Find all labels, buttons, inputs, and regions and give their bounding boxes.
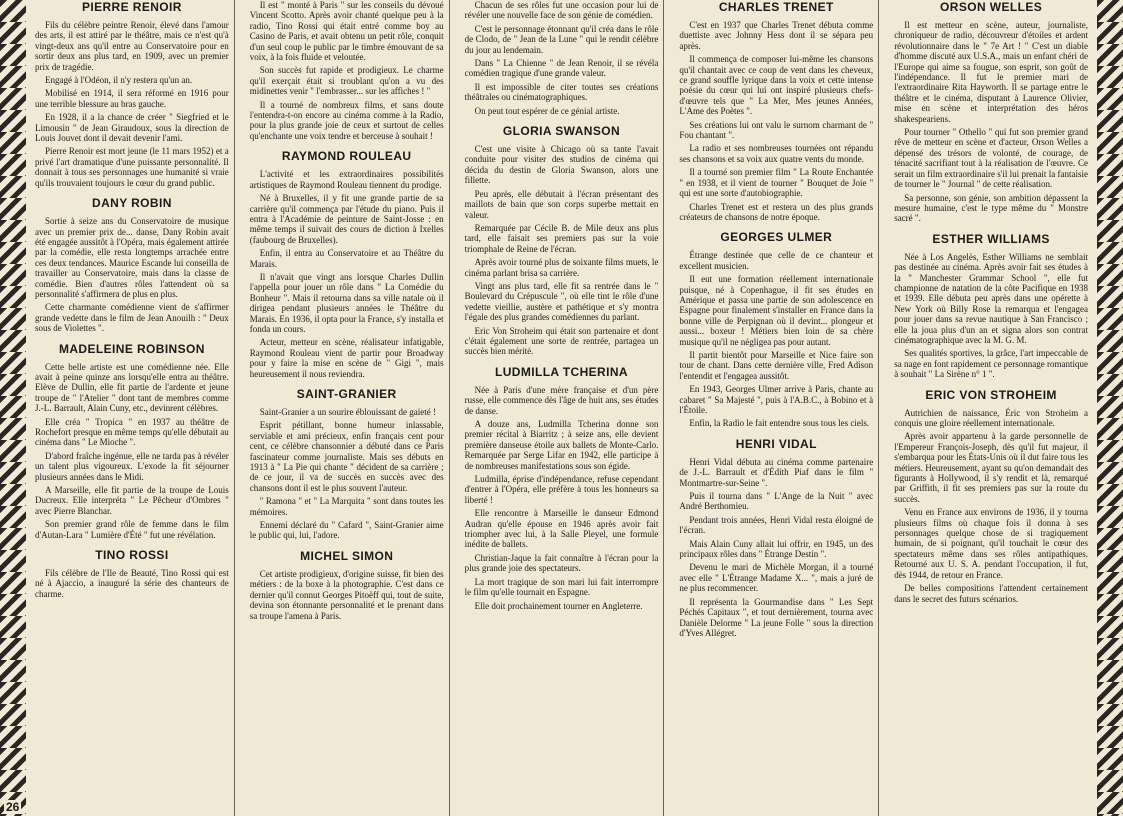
article-paragraph: Il eut une formation réellement internationale puisque, né à Copenhague, il fit ses études en Amérique et passa une partie de son adolescence en Espagne pour finalement s'installer en France dans la bonne ville de Perpignan où il devint... plongeur et aussi... boxeur ! Métiers bien loin de sa chère musique qu'il ne négligea pas pour autant. (679, 274, 874, 347)
article-paragraph: Il est impossible de citer toutes ses créations théâtrales ou cinématographiques. (464, 81, 659, 103)
article-paragraph: Il n'avait que vingt ans lorsque Charles Dullin l'appella pour jouer un rôle dans " La Comédie du Bonheur ". Mais il retourna dans sa ville natale où il dirigea pendant plusieurs années le Théâtre du Marais. En 1936, il opta pour la France, s'y installa et fonda un cours. (249, 271, 444, 334)
article-paragraph: Il commença de composer lui-même les chansons qu'il chantait avec ce coup de vent dans les cheveux, ce grand souffle lyrique dans la voix et cette intense poésie du cœur qui lui ont inspiré plusieurs chefs-d'œuvre tels que " La Mer, Mes jeunes Années, L'Ame des Poètes ". (679, 54, 874, 117)
right-decorative-border (1097, 0, 1123, 816)
article-paragraph: Son premier grand rôle de femme dans le film d'Autan-Lara " Lumière d'Été " fut une révélation. (35, 519, 229, 540)
article-paragraph: Engagé à l'Odéon, il n'y restera qu'un an. (45, 75, 193, 86)
section-title-henri-vidal: HENRI VIDAL (735, 436, 817, 451)
article-paragraph: On peut tout espérer de ce génial artiste. (474, 105, 620, 116)
column-4 (674, 0, 879, 816)
article-paragraph: Elle doit prochainement tourner en Angleterre. (474, 600, 643, 611)
article-paragraph: Mais Alain Cuny allait lui offrir, en 1945, un des principaux rôles dans " Étrange Destin ". (679, 538, 874, 560)
section-title-gloria-swanson: GLORIA SWANSON (502, 124, 621, 139)
section-title-saint-granier: SAINT-GRANIER (296, 387, 397, 401)
left-decorative-border (0, 0, 26, 816)
section-title-tino-rossi: TINO ROSSI (95, 548, 169, 563)
article-paragraph: Fils célèbre de l'Ile de Beauté, Tino Rossi qui est né à Ajaccio, a inauguré la série des chanteurs de charme. (35, 568, 229, 599)
column-2 (245, 0, 450, 816)
article-paragraph: Puis il tourna dans " L'Ange de la Nuit " avec André Berthomieu. (679, 491, 874, 512)
article-paragraph: Étrange destinée que celle de ce chanteur et excellent musicien. (679, 250, 874, 271)
article-paragraph: A douze ans, Ludmilla Tcherina donne son premier récital à Biarritz ; à seize ans, elle devient première danseuse étoile aux ballets de Monte-Carlo. Remarquée par Serge Lifar en 1942, elle participe à de nombreuses manifestations sous son égide. (464, 419, 659, 471)
article-paragraph: Née à Los Angelès, Esther Williams ne semblait pas destinée au cinéma. Après avoir fait ses études à la " Manchester Grammar School ", elle fut championne de natation de la côte Pacifique en 1938 et 1939. Elle débuta peu après dans une opérette à New York où Billy Rose la remarqua et l'engagea pour jouer dans sa revue nautique à San Francisco ; elle la joua plus d'un an et signa alors son contrat cinématographique avec la M. G. M. (894, 251, 1088, 345)
article-paragraph: En 1943, Georges Ulmer arrive à Paris, chante au cabaret " Sa Majesté ", puis à l'A.B.C., à Bobino et à l'Étoile. (679, 384, 874, 415)
article-paragraph: La mort tragique de son mari lui fait interrompre le film qu'elle tournait en Espagne. (464, 576, 659, 598)
article-paragraph: C'est le personnage étonnant qu'il créa dans le rôle de Clodo, de " Jean de la Lune " qui le rendit célèbre du jour au lendemain. (464, 23, 659, 55)
section-title-dany-robin: DANY ROBIN (92, 196, 172, 211)
article-paragraph: Il a tourné de nombreux films, et sans doute l'entendra-t-on encore au cinéma comme à la Radio, pour la plus grande joie de ceux et surtout de celles qu'enchante une voix tendre et berceuse à souhait ! (249, 99, 444, 141)
article-paragraph: Ennemi déclaré du " Cafard ", Saint-Granier aime le public qui, lui, l'adore. (249, 520, 444, 541)
article-paragraph: Saint-Granier a un sourire éblouissant de gaieté ! (259, 407, 436, 417)
column-1 (30, 0, 235, 816)
article-paragraph: Fils du célèbre peintre Renoir, élevé dans l'amour des arts, il est attiré par le théâtre, mais ce n'est qu'à vingt-deux ans qu'il entre au Conservatoire pour en sortir deux ans plus tard, en 1909, avec un premier prix de tragédie. (35, 20, 229, 72)
column-5 (889, 0, 1093, 816)
article-paragraph: Après avoir tourné plus de soixante films muets, le cinéma parlant brisa sa carrière. (464, 257, 659, 278)
article-paragraph: C'est une visite à Chicago où sa tante l'avait conduite pour visiter des studios de cinéma qui décida du destin de Gloria Swanson, alors une fillette. (464, 144, 659, 186)
article-paragraph: Cet artiste prodigieux, d'origine suisse, fit bien des métiers : de la boxe à la photographie. C'est dans ce dernier qu'il connut Georges Pitoëff qui, tout de suite, devina son étonnante personnalité et le prenant dans sa troupe l'amena à Paris. (249, 568, 444, 621)
article-paragraph: Ses créations lui ont valu le surnom charmant de " Fou chantant ". (679, 119, 874, 141)
article-paragraph: De belles compositions l'attendent certainement dans le secret des futurs scénarios. (894, 583, 1088, 604)
article-paragraph: Il est metteur en scène, auteur, journaliste, chroniqueur de radio, découvreur d'étoiles et ardent révolutionnaire dans le " 7e Art ! " C'est un diable d'homme discuté aux U.S.A., mais un enfant chéri de l'Europe qui aime sa fougue, son esprit, son goût de l'indépendance. Il fut le premier mari de l'extraordinaire Rita Hayworth. Il se partage entre le théâtre et le cinéma, disputant à Laurence Olivier, mise en scène et interprétation des héros shakespeariens. (894, 20, 1088, 124)
article-paragraph: Sa personne, son génie, son ambition dépassent la mesure humaine, c'est le type même du " Monstre sacré ". (894, 192, 1088, 224)
article-paragraph: Ludmilla, éprise d'indépendance, refuse cependant d'entrer à l'Opéra, elle préfère à tous les honneurs sa liberté ! (464, 474, 659, 505)
article-paragraph: Il est " monté à Paris " sur les conseils du dévoué Vincent Scotto. Après avoir chanté quelque peu à la radio, Tino Rossi qui était entré comme boy au Casino de Paris, et avait obtenu un petit rôle, conquit d'un seul coup le public par le timbre émouvant de sa voix, à la fois fluide et veloutée. (249, 0, 444, 63)
section-title-michel-simon: MICHEL SIMON (300, 548, 394, 563)
article-paragraph: Peu après, elle débutait à l'écran présentant des maillots de bain que son corps superbe mettait en valeur. (464, 188, 659, 220)
section-title-esther-williams: ESTHER WILLIAMS (932, 231, 1050, 246)
article-paragraph: Ses qualités sportives, la grâce, l'art impeccable de sa nage en font rapidement ce personnage romantique à souhait " La Sirène n° 1 ". (894, 348, 1088, 380)
article-paragraph: Elle rencontre à Marseille le danseur Edmond Audran qu'elle épouse en 1946 après avoir fait triompher avec lui, à la Salle Pleyel, une formule inédite de ballets. (464, 508, 659, 550)
article-paragraph: Elle créa " Tropica " en 1937 au théâtre de Rochefort presque en même temps qu'elle débutait au cinéma dans " Le Mioche ". (35, 416, 229, 448)
article-paragraph: A Marseille, elle fit partie de la troupe de Louis Ducreux. Elle interpréta " Le Pêcheur d'Ombres " avec Pierre Blanchar. (35, 485, 229, 516)
article-paragraph: Né à Bruxelles, il y fit une grande partie de sa carrière qu'il commença par l'étude du piano. Puis il entra à l'Académie de peinture de Saint-Josse : en même temps il suivait des cours de diction à Ixelles (faubourg de Bruxelles). (249, 193, 444, 245)
article-paragraph: Venu en France aux environs de 1936, il y tourna plusieurs films où chaque fois il donna à ses personnages quelque chose de si tragiquement humain, de si poignant, qu'il touchait le cœur des spectateurs même dans ses rôles antipathiques. Retourné aux U. S. A. pendant l'occupation, il fut, dès 1944, de retour en France. (894, 507, 1088, 580)
section-title-charles-trenet: CHARLES TRENET (718, 0, 834, 14)
article-paragraph: La radio et ses nombreuses tournées ont répandu ses chansons et sa voix aux quatre vents du monde. (679, 143, 874, 164)
column-3 (460, 0, 665, 816)
article-paragraph: Il partit bientôt pour Marseille et Nice faire son tour de chant. Dans cette dernière ville, Fred Adison l'entendit et l'engagea aussitôt. (679, 349, 874, 381)
article-paragraph: Charles Trenet est et restera un des plus grands créateurs de chansons de notre époque. (679, 201, 874, 222)
section-title-raymond-rouleau: RAYMOND ROULEAU (281, 149, 412, 164)
section-title-ludmilla-tcherina: LUDMILLA TCHERINA (494, 364, 628, 379)
section-title-eric-von-stroheim: ERIC VON STROHEIM (925, 387, 1057, 402)
section-title-pierre-renoir: PIERRE RENOIR (81, 0, 182, 14)
section-title-madeleine-robinson: MADELEINE ROBINSON (58, 341, 205, 356)
article-paragraph: Chacun de ses rôles fut une occasion pour lui de révéler une nouvelle face de son génie de comédien. (464, 0, 659, 21)
article-paragraph: Après avoir appartenu à la garde personnelle de l'Empereur François-Joseph, dès qu'il fut majeur, il s'embarqua pour les États-Unis où il dut faire tous les métiers. Heureusement, ayant su qu'on demandait des figurants à Hollywood, il s'y rendit et là, remarqué par Griffith, il fit ses premiers pas sur la route du succès. (894, 431, 1088, 504)
article-paragraph: Acteur, metteur en scène, réalisateur infatigable, Raymond Rouleau vient de partir pour Broadway pour y faire la mise en scène de " Gigi ", mais heureusement il nous reviendra. (249, 337, 444, 379)
article-paragraph: Il représenta la Gourmandise dans " Les Sept Péchés Capitaux ", et tout dernièrement, tourna avec Danièle Delorme " La jeune Folle " sous la direction d'Yves Allégret. (679, 596, 874, 638)
article-paragraph: Son succès fut rapide et prodigieux. Le charme qu'il exerçait était si troublant qu'on a vu des midinettes venir " l'embrasser... sur les affiches ! " (249, 65, 444, 97)
article-paragraph: Esprit pétillant, bonne humeur inlassable, serviable et ami précieux, enfin français cent pour cent, ce célèbre chansonnier a débuté dans ce Paris fascinateur comme journaliste. Mais ses débuts en 1913 à " La Pie qui chante " décident de sa carrière ; de ce jour, il va de succès en succès avec des chansons dont il est le plus souvent l'auteur. (249, 420, 444, 493)
article-paragraph: C'est en 1937 que Charles Trenet débuta comme duettiste avec Johnny Hess dont il se sépara peu après. (679, 20, 874, 51)
section-title-georges-ulmer: GEORGES ULMER (720, 230, 833, 245)
article-paragraph: Sortie à seize ans du Conservatoire de musique avec un premier prix de... danse, Dany Robin avait été engagée aussitôt à l'Opéra, mais également attirée par la comédie, elle resta longtemps arrachée entre ces deux tendances. Maurice Escande lui conseilla de travailler au Conservatoire, mais dans la classe de comédie. Bien d'autres rôles l'attendent où sa personnalité s'affirmera de plus en plus. (35, 216, 229, 299)
article-paragraph: Remarquée par Cécile B. de Mile deux ans plus tard, elle faisait ses premiers pas sur la voie triomphale de Reine de l'écran. (464, 222, 659, 254)
article-paragraph: Devenu le mari de Michèle Morgan, il a tourné avec elle " L'Étrange Madame X... ", mais a juré de ne plus recommencer. (679, 562, 874, 594)
article-paragraph: Vingt ans plus tard, elle fit sa rentrée dans le " Boulevard du Crépuscule ", où elle tint le rôle d'une vedette vieillie, austère et pathétique et s'y montra l'égale des plus grandes comédiennes du parlant. (464, 280, 659, 323)
article-paragraph: Cette belle artiste est une comédienne née. Elle avait à peine quinze ans lorsqu'elle entra au théâtre. Elève de Dullin, elle fit partie de l'ardente et jeune troupe de " l'Atelier " dont tant de membres comme J.-L. Barrault, Alain Cuny, etc., devinrent célèbres. (35, 361, 229, 414)
article-paragraph: Pendant trois années, Henri Vidal resta éloigné de l'écran. (679, 514, 874, 536)
article-paragraph: D'abord fraîche ingénue, elle ne tarda pas à révéler un talent plus vigoureux. L'exode la fit séjourner plusieurs années dans le Midi. (35, 450, 229, 482)
article-paragraph: Henri Vidal débuta au cinéma comme partenaire de J.-L. Barrault et d'Édith Piaf dans le film " Montmartre-sur-Seine ". (679, 456, 874, 488)
article-paragraph: Christian-Jaque la fait connaître à l'écran pour la plus grande joie des spectateurs. (464, 552, 659, 574)
article-paragraph: Enfin, il entra au Conservatoire et au Théâtre du Marais. (249, 248, 444, 269)
page-number: 26 (6, 800, 20, 814)
article-paragraph: En 1928, il a la chance de créer " Siegfried et le Limousin " de Jean Giraudoux, sous la direction de Louis Jouvet dont il devait devenir l'ami. (35, 112, 229, 144)
article-paragraph: " Ramona " et " La Marquita " sont dans toutes les mémoires. (249, 496, 444, 517)
article-paragraph: Dans " La Chienne " de Jean Renoir, il se révéla comédien tragique d'une grande valeur. (464, 58, 659, 79)
article-paragraph: Eric Von Stroheim qui était son partenaire et dont c'était également une sorte de rentrée, partagea un succès bien mérité. (464, 325, 659, 357)
article-paragraph: Autrichien de naissance, Éric von Stroheim a conquis une gloire réellement internationale. (894, 407, 1088, 428)
article-paragraph: Il a tourné son premier film " La Route Enchantée " en 1938, et il vient de tourner " Bouquet de Joie " qui est une sorte d'autobiographie. (679, 167, 874, 199)
text-columns (30, 0, 1093, 816)
article-paragraph: Née à Paris d'une mère française et d'un père russe, elle commence dès l'âge de huit ans, ses études de danse. (464, 384, 659, 416)
article-paragraph: Cette charmante comédienne vient de s'affirmer grande vedette dans le film de Jean Anouilh : " Deux sous de Violettes ". (35, 302, 229, 334)
section-title-orson-welles: ORSON WELLES (940, 0, 1043, 14)
article-paragraph: Enfin, la Radio le fait entendre sous tous les ciels. (689, 418, 870, 429)
article-paragraph: Mobilisé en 1914, il sera réformé en 1916 pour une terrible blessure au bras gauche. (35, 88, 229, 109)
article-paragraph: Pierre Renoir est mort jeune (le 11 mars 1952) et a privé l'art dramatique d'une puissante personnalité. Il donnait à tous ses personnages une humanité si vraie qu'ils trouvaient toujours le cœur du grand public. (35, 146, 229, 188)
article-paragraph: Pour tourner " Othello " qui fut son premier grand rêve de metteur en scène et d'acteur, Orson Welles a dépensé des trésors de volonté, de courage, de ténacité sacrifiant tout à la réalisation de l'œuvre. Ce serait un film extraordinaire s'il lui prenait la fantaisie de tourner le " Journal " de cette réalisation. (894, 127, 1088, 190)
article-paragraph: L'activité et les extraordinaires possibilités artistiques de Raymond Rouleau tiennent du prodige. (249, 169, 444, 190)
